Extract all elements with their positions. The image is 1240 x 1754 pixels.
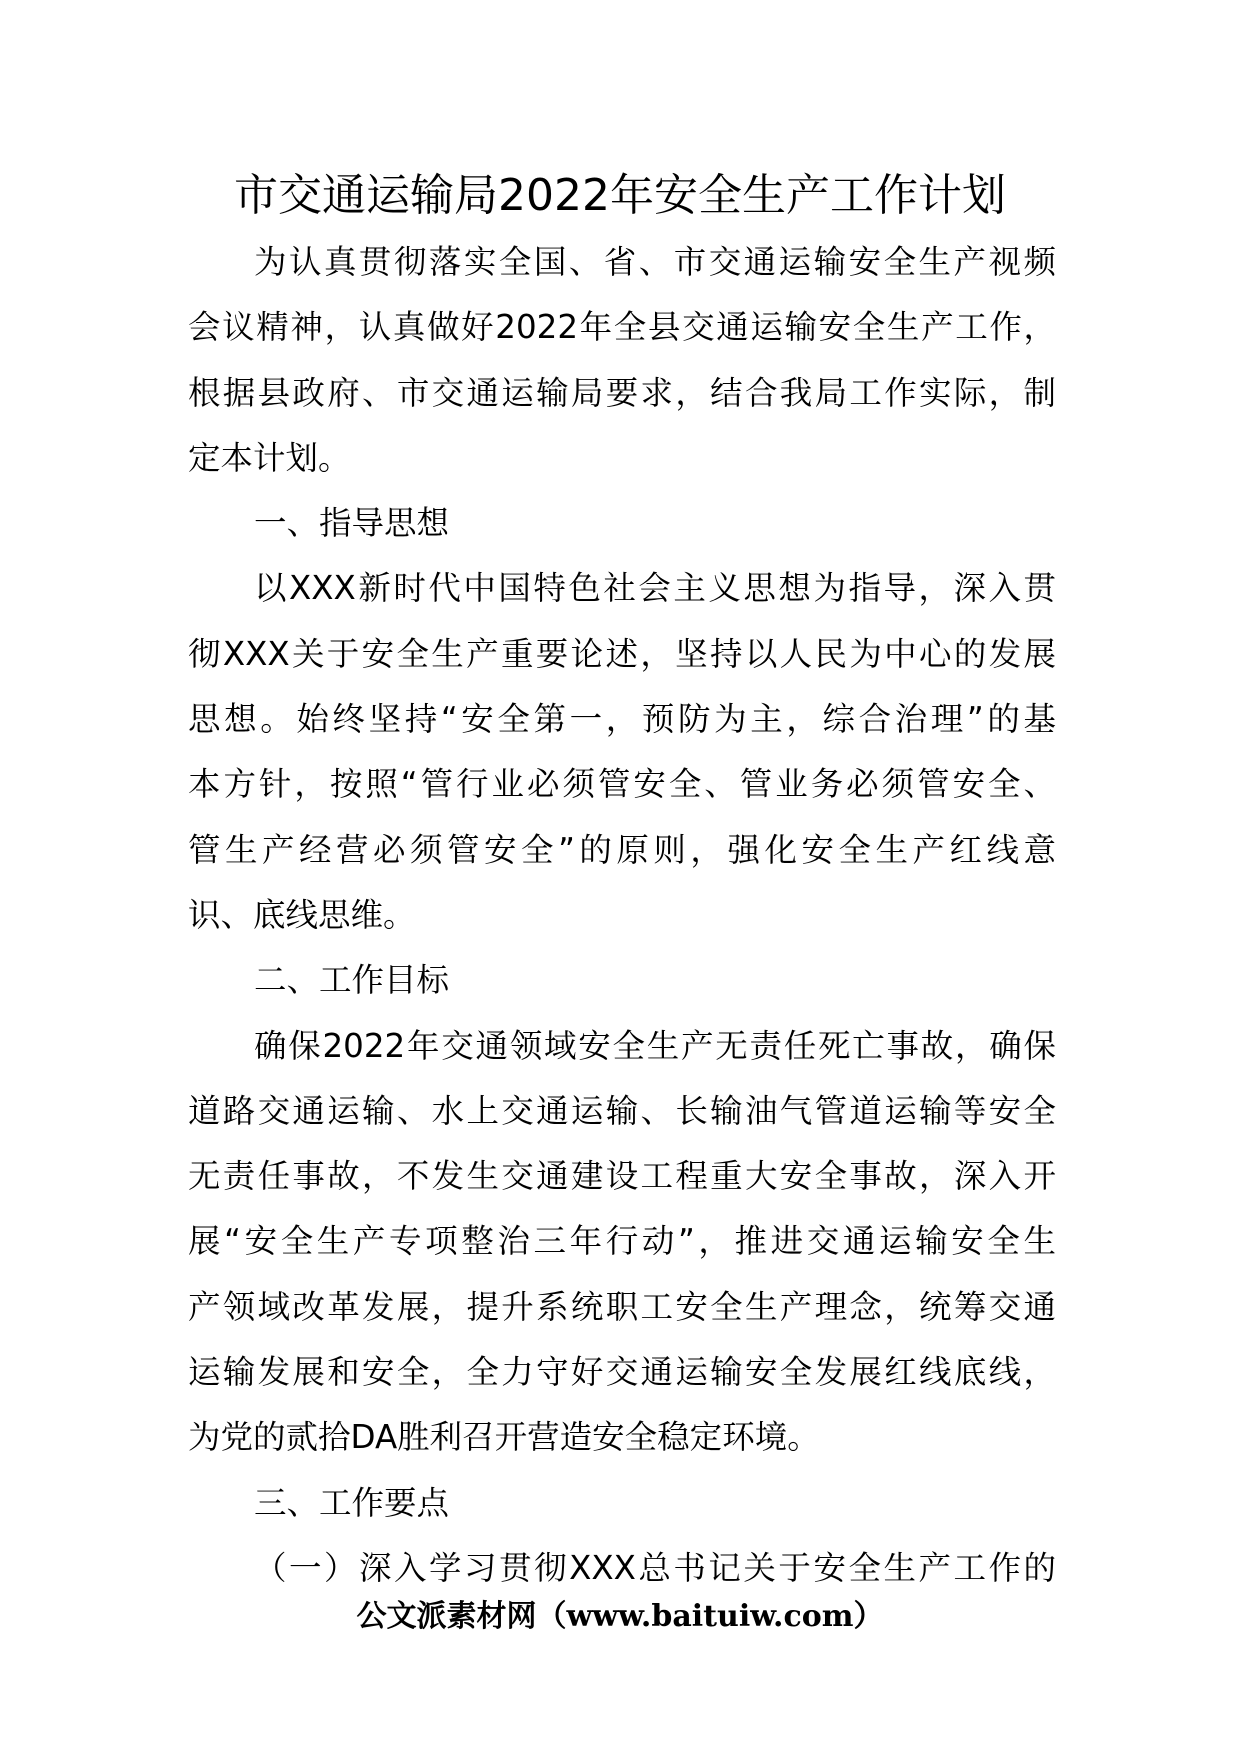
body-line: 思想。始终坚持“安全第一，预防为主，综合治理”的基 xyxy=(188,700,1056,739)
body-line: 定本计划。 xyxy=(188,438,351,477)
section-heading: 一、指导思想 xyxy=(254,504,450,543)
body-line: 展“安全生产专项整治三年行动”，推进交通运输安全生 xyxy=(188,1222,1056,1261)
body-line: 确保2022年交通领域安全生产无责任死亡事故，确保 xyxy=(254,1026,1056,1065)
body-line: 产领域改革发展，提升系统职工安全生产理念，统筹交通 xyxy=(188,1287,1056,1326)
section-heading: 三、工作要点 xyxy=(254,1483,450,1522)
watermark-footer: 公文派素材网（www.baituiw.com） xyxy=(356,1599,884,1634)
body-line: 会议精神，认真做好2022年全县交通运输安全生产工作， xyxy=(188,308,1056,347)
body-line: 本方针，按照“管行业必须管安全、管业务必须管安全、 xyxy=(188,765,1056,804)
body-line: 识、底线思维。 xyxy=(188,895,416,934)
body-line: 为认真贯彻落实全国、省、市交通运输安全生产视频 xyxy=(254,243,1056,281)
body-line: 以XXX新时代中国特色社会主义思想为指导，深入贯 xyxy=(254,569,1056,608)
section-heading: 二、工作目标 xyxy=(254,961,450,1000)
body-line: 管生产经营必须管安全”的原则，强化安全生产红线意 xyxy=(188,830,1056,869)
body-line: 根据县政府、市交通运输局要求，结合我局工作实际，制 xyxy=(188,373,1056,412)
body-line: 道路交通运输、水上交通运输、长输油气管道运输等安全 xyxy=(188,1091,1056,1130)
document-title: 市交通运输局2022年安全生产工作计划 xyxy=(234,170,1006,221)
body-line: 彻XXX关于安全生产重要论述，坚持以人民为中心的发展 xyxy=(188,634,1056,673)
body-line: 无责任事故，不发生交通建设工程重大安全事故，深入开 xyxy=(188,1157,1056,1196)
body-line: 运输发展和安全，全力守好交通运输安全发展红线底线， xyxy=(188,1353,1056,1392)
body-line: （一）深入学习贯彻XXX总书记关于安全生产工作的 xyxy=(254,1548,1056,1587)
document-body xyxy=(188,230,1056,1601)
body-line: 为党的贰拾DA胜利召开营造安全稳定环境。 xyxy=(188,1418,820,1457)
